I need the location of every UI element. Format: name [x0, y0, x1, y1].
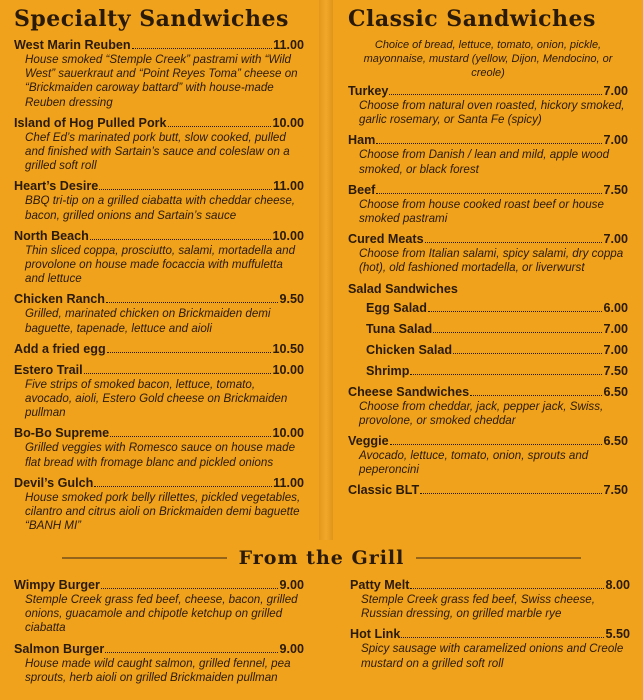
- menu-item-name: Bo-Bo Supreme: [14, 426, 110, 441]
- menu-item-row: [14, 642, 304, 657]
- menu-item-name: Egg Salad: [366, 300, 427, 315]
- menu-item-price: 7.50: [603, 483, 628, 498]
- menu-item-name: Tuna Salad: [366, 321, 433, 336]
- classic-section: [348, 6, 628, 504]
- menu-item-price: 10.00: [272, 228, 304, 243]
- dot-leader: [99, 189, 272, 190]
- menu-item: [348, 301, 628, 316]
- dot-leader: [470, 395, 602, 396]
- menu-item-row: [348, 183, 628, 198]
- specialty-title: Specialty Sandwiches: [14, 6, 289, 32]
- menu-item-description: Stemple Creek grass fed beef, Swiss cheese, Russian dressing, on grilled marble rye: [361, 593, 595, 621]
- menu-item-row: [348, 385, 628, 400]
- menu-item: [14, 116, 304, 174]
- menu-item-price: 9.50: [279, 292, 304, 307]
- dot-leader: [101, 588, 279, 589]
- menu-item: [14, 476, 304, 534]
- dot-leader: [410, 588, 604, 589]
- menu-item: [14, 292, 304, 335]
- menu-item-description: House smoked “Stemple Creek” pastrami with “Wild West” sauerkraut and “Point Reyes Toma” cheese on “Brickmaiden caroway battard” with house-made Reuben dressing: [25, 53, 298, 109]
- dot-leader: [401, 637, 604, 638]
- dot-leader: [376, 143, 602, 144]
- menu-item: [14, 38, 304, 110]
- menu-item-row: [348, 232, 628, 247]
- menu-item: [348, 483, 628, 498]
- menu-item-price: 7.50: [603, 363, 628, 378]
- menu-item-name: Shrimp: [366, 363, 410, 378]
- menu-item-name: Turkey: [348, 84, 389, 98]
- grill-right-section: [350, 578, 630, 677]
- grill-rule-left: [62, 557, 227, 559]
- menu-item-description: Grilled, marinated chicken on Brickmaiden demi baguette, tapenade, lettuce and aioli: [25, 307, 271, 335]
- menu-item: [14, 179, 304, 222]
- menu-item-price: 10.00: [272, 426, 304, 441]
- dot-leader: [106, 302, 279, 303]
- menu-item: [348, 385, 628, 428]
- menu-item-name: Add a fried egg: [14, 341, 106, 356]
- menu-item-price: 7.00: [603, 84, 628, 98]
- menu-item-price: 5.50: [605, 627, 630, 642]
- menu-item-row: [14, 292, 304, 307]
- menu-item-row: [348, 301, 628, 316]
- menu-item-name: Chicken Ranch: [14, 292, 105, 307]
- menu-item-price: 11.00: [273, 475, 304, 490]
- menu-item-price: 7.00: [603, 133, 628, 148]
- dot-leader: [390, 444, 603, 445]
- dot-leader: [410, 374, 602, 375]
- column-divider: [319, 0, 333, 540]
- menu-item-name: Ham: [348, 133, 376, 148]
- menu-item-price: 8.00: [605, 578, 630, 592]
- menu-item-row: [350, 627, 630, 642]
- grill-left-section: [14, 578, 304, 691]
- menu-item-row: [14, 426, 304, 441]
- menu-item-price: 6.00: [603, 300, 628, 315]
- menu-item-row: [14, 38, 304, 53]
- menu-item-row: [348, 84, 628, 99]
- menu-item-row: [348, 434, 628, 449]
- menu-item-row: [14, 116, 304, 131]
- menu-item-description: Choose from Danish / lean and mild, apple wood smoked, or black forest: [359, 148, 610, 176]
- dot-leader: [132, 48, 273, 49]
- menu-item-price: 9.00: [279, 578, 304, 592]
- menu-item-description: House smoked pork belly rillettes, pickled vegetables, cilantro and citrus aioli on Brickmaiden demi baguette “BANH MI”: [25, 490, 301, 533]
- menu-item: [348, 84, 628, 127]
- menu-item-name: Classic BLT: [348, 483, 420, 498]
- dot-leader: [376, 193, 602, 194]
- menu-item-name: North Beach: [14, 228, 89, 243]
- specialty-list: [14, 38, 304, 533]
- classic-title: Classic Sandwiches: [348, 6, 596, 32]
- menu-item-name: Wimpy Burger: [14, 578, 100, 592]
- dot-leader: [168, 126, 272, 127]
- menu-item-name: Beef: [348, 182, 376, 197]
- dot-leader: [428, 311, 603, 312]
- menu-item-row: [348, 343, 628, 358]
- menu-item-description: BBQ tri-tip on a grilled ciabatta with cheddar cheese, bacon, grilled onions and Sartain’s sauce: [25, 194, 296, 222]
- menu-item-description: Chef Ed’s marinated pork butt, slow cooked, pulled and finished with Sartain’s sauce and coleslaw on a grilled soft roll: [25, 130, 290, 173]
- menu-item-name: Heart’s Desire: [14, 179, 99, 194]
- dot-leader: [433, 332, 602, 333]
- classic-list: [348, 84, 628, 276]
- salad-heading: Salad Sandwiches: [348, 281, 458, 296]
- menu-item-description: Avocado, lettuce, tomato, onion, sprouts and peperoncini: [359, 449, 589, 477]
- menu-item-row: [348, 322, 628, 337]
- menu-item: [350, 627, 630, 670]
- menu-item: [348, 133, 628, 176]
- menu-item-name: Hot Link: [350, 627, 401, 642]
- menu-item-name: Salmon Burger: [14, 641, 105, 656]
- dot-leader: [453, 353, 602, 354]
- dot-leader: [84, 373, 272, 374]
- grill-left-list: [14, 578, 304, 685]
- menu-item: [14, 578, 304, 636]
- menu-item-description: House made wild caught salmon, grilled fennel, pea sprouts, herb aioli on grilled Brickmaiden pullman: [25, 656, 291, 684]
- menu-item-description: Thin sliced coppa, prosciutto, salami, mortadella and provolone on house made focaccia with muffuletta and lettuce: [25, 243, 296, 286]
- menu-item-row: [14, 179, 304, 194]
- dot-leader: [425, 242, 603, 243]
- classic-more-list: [348, 385, 628, 499]
- menu-item: [348, 232, 628, 275]
- grill-rule-right: [416, 557, 581, 559]
- dot-leader: [389, 94, 602, 95]
- menu-item-row: [14, 578, 304, 593]
- menu-item-row: [14, 476, 304, 491]
- menu-item: [14, 642, 304, 685]
- dot-leader: [90, 239, 272, 240]
- menu-item-name: Estero Trail: [14, 362, 83, 377]
- dot-leader: [94, 486, 272, 487]
- menu-item: [348, 183, 628, 226]
- menu-item-price: 9.00: [279, 641, 304, 656]
- menu-item: [14, 342, 304, 357]
- menu-item-price: 6.50: [603, 434, 628, 449]
- dot-leader: [420, 493, 602, 494]
- menu-item-price: 10.50: [272, 341, 304, 356]
- menu-item: [348, 434, 628, 477]
- menu-item: [348, 364, 628, 379]
- menu-item: [350, 578, 630, 621]
- menu-item-price: 11.00: [273, 179, 304, 194]
- menu-item-row: [14, 363, 304, 378]
- menu-item-row: [14, 229, 304, 244]
- menu-item-price: 11.00: [273, 38, 304, 52]
- menu-item-row: [350, 578, 630, 593]
- menu-item-name: Cheese Sandwiches: [348, 384, 470, 399]
- grill-right-list: [350, 578, 630, 671]
- menu-item-name: Island of Hog Pulled Pork: [14, 115, 167, 130]
- menu-item-name: Devil’s Gulch: [14, 475, 94, 490]
- menu-item-description: Grilled veggies with Romesco sauce on house made flat bread with fromage blanc and pickled onions: [25, 441, 296, 469]
- salad-list: [348, 301, 628, 379]
- menu-item-name: Chicken Salad: [366, 342, 453, 357]
- menu-item-row: [348, 133, 628, 148]
- specialty-section: [14, 6, 304, 539]
- grill-title: From the Grill: [238, 547, 405, 569]
- dot-leader: [107, 352, 272, 353]
- menu-item-description: Choose from cheddar, jack, pepper jack, Swiss, provolone, or smoked cheddar: [359, 399, 604, 427]
- menu-item-description: Stemple Creek grass fed beef, cheese, bacon, grilled onions, guacamole and chipotle ketchup on grilled ciabatta: [25, 593, 298, 635]
- menu-item-price: 7.50: [603, 182, 628, 197]
- menu-item: [14, 229, 304, 287]
- dot-leader: [105, 652, 278, 653]
- menu-item-description: Spicy sausage with caramelized onions and Creole mustard on a grilled soft roll: [361, 642, 624, 670]
- menu-item-row: [348, 364, 628, 379]
- grill-heading: [0, 546, 643, 570]
- menu-item-price: 6.50: [603, 384, 628, 399]
- menu-item-description: Choose from natural oven roasted, hickory smoked, garlic rosemary, or Santa Fe (spicy): [359, 99, 625, 127]
- menu-item-name: Veggie: [348, 434, 389, 449]
- menu-item: [14, 426, 304, 469]
- menu-item-description: Choose from Italian salami, spicy salami, dry coppa (hot), old fashioned mortadella, or liverwurst: [359, 247, 624, 275]
- dot-leader: [110, 436, 271, 437]
- menu-item-row: [348, 483, 628, 498]
- menu-item-name: Patty Melt: [350, 578, 410, 592]
- menu-item-price: 7.00: [603, 232, 628, 247]
- classic-intro: Choice of bread, lettuce, tomato, onion, pickle, mayonnaise, mustard (yellow, Dijon, Mendocino, or creole): [363, 39, 613, 79]
- menu-item-price: 7.00: [603, 342, 628, 357]
- menu-item-description: Choose from house cooked roast beef or house smoked pastrami: [359, 197, 604, 226]
- menu-item: [14, 363, 304, 421]
- menu-item-price: 10.00: [272, 362, 304, 377]
- menu-item-row: [14, 342, 304, 357]
- menu-item: [348, 322, 628, 337]
- menu-item-price: 7.00: [603, 321, 628, 336]
- menu-item-description: Five strips of smoked bacon, lettuce, tomato, avocado, aioli, Estero Gold cheese on Brickmaiden pullman: [25, 377, 288, 420]
- menu-item-name: West Marin Reuben: [14, 38, 131, 52]
- menu-item-price: 10.00: [272, 115, 304, 130]
- menu-item: [348, 343, 628, 358]
- menu-item-name: Cured Meats: [348, 232, 424, 247]
